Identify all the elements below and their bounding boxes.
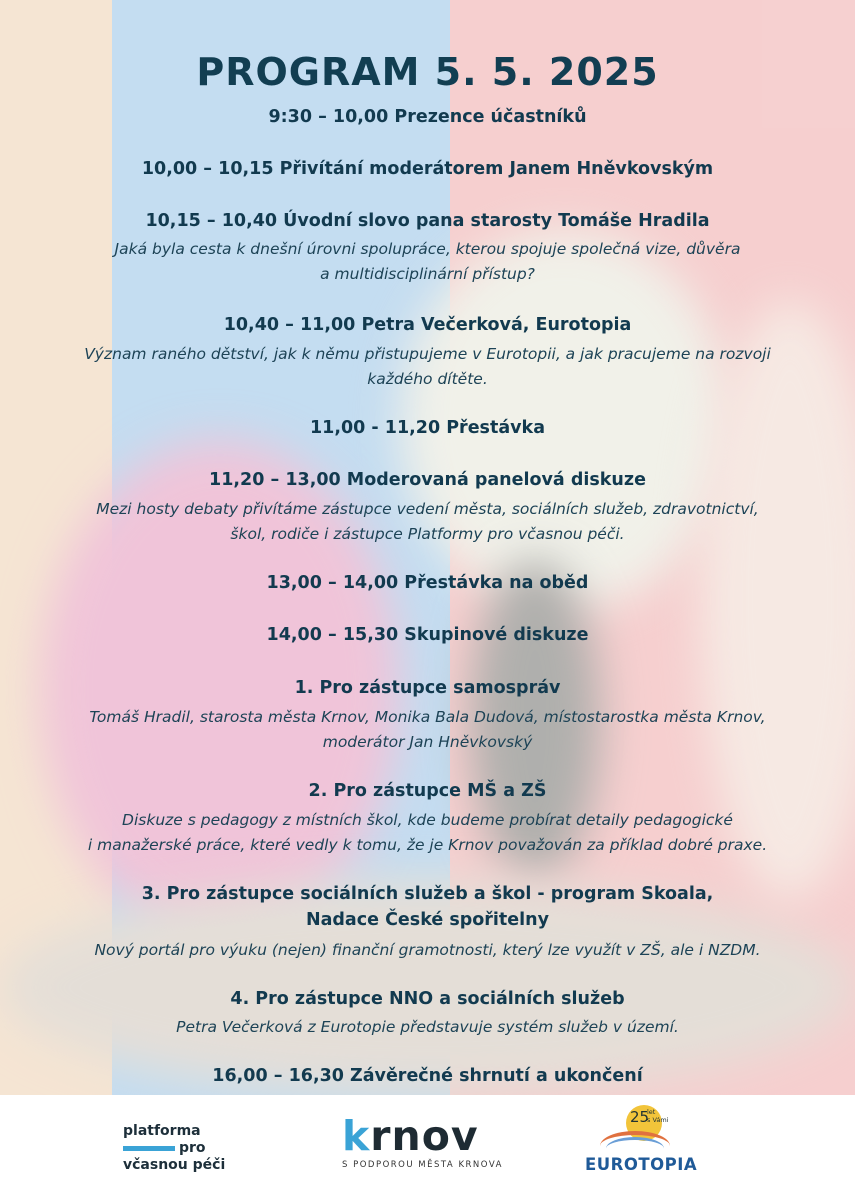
platforma-logo-line: platforma — [123, 1123, 201, 1139]
platforma-bar-icon — [123, 1146, 175, 1151]
krnov-logo-subtitle: S PODPOROU MĚSTA KRNOVA — [342, 1160, 503, 1170]
item-heading: 11,00 - 11,20 Přestávka — [309, 418, 546, 438]
platforma-logo-line-2 — [123, 1140, 225, 1157]
platforma-logo-line: pro — [179, 1140, 206, 1156]
krnov-logo-word — [342, 1114, 512, 1158]
item-heading: 16,00 – 16,30 Závěrečné shrnutí a ukončení — [212, 1066, 643, 1086]
item-heading: 9:30 – 10,00 Prezence účastníků — [268, 107, 587, 127]
item-description: Petra Večerková z Eurotopie představuje systém služeb v území. — [176, 1018, 679, 1036]
item-heading: Nadace České spořitelny — [305, 910, 550, 930]
item-description: a multidisciplinární přístup? — [320, 265, 535, 283]
anniversary-let: let — [647, 1108, 656, 1116]
item-description: škol, rodiče i zástupce Platformy pro včasnou péči. — [230, 525, 625, 543]
page-title: PROGRAM 5. 5. 2025 — [196, 50, 659, 94]
item-heading: 11,20 – 13,00 Moderovaná panelová diskuze — [209, 470, 646, 490]
item-heading: 10,40 – 11,00 Petra Večerková, Eurotopia — [223, 315, 632, 335]
item-heading: 2. Pro zástupce MŠ a ZŠ — [308, 781, 547, 801]
item-description: Mezi hosty debaty přivítáme zástupce vedení města, sociálních služeb, zdravotnictví, — [96, 500, 759, 518]
item-heading: 14,00 – 15,30 Skupinové diskuze — [266, 625, 589, 645]
item-description: i manažerské práce, které vedly k tomu, že je Krnov považován za příklad dobré praxe. — [87, 836, 768, 854]
anniversary-years: 25 — [630, 1108, 650, 1126]
item-heading: 1. Pro zástupce samospráv — [294, 678, 561, 698]
item-description: Diskuze s pedagogy z místních škol, kde budeme probírat detaily pedagogické — [122, 811, 733, 829]
eurotopia-logo-word: EUROTOPIA — [585, 1155, 698, 1174]
item-description: moderátor Jan Hněvkovský — [322, 733, 533, 751]
item-description: Tomáš Hradil, starosta města Krnov, Monika Bala Dudová, místostarostka města Krnov, — [89, 708, 766, 726]
krnov-logo — [342, 1114, 512, 1170]
item-description: Význam raného dětství, jak k němu přistupujeme v Eurotopii, a jak pracujeme na rozvoji — [84, 345, 771, 363]
item-description: Nový portál pro výuku (nejen) finanční gramotnosti, který lze využít v ZŠ, ale i NZDM. — [94, 941, 761, 959]
anniversary-svami: s Vámi — [647, 1116, 669, 1124]
anniversary-text — [647, 1108, 669, 1124]
platforma-logo-line: včasnou péči — [123, 1157, 226, 1173]
eurotopia-logo — [585, 1105, 698, 1185]
item-heading: 13,00 – 14,00 Přestávka na oběd — [266, 573, 589, 593]
item-heading: 3. Pro zástupce sociálních služeb a škol - program Skoala, — [141, 884, 714, 904]
item-heading: 10,00 – 10,15 Přivítání moderátorem Janem Hněvkovským — [141, 159, 714, 179]
item-description: Jaká byla cesta k dnešní úrovni spolupráce, kterou spojuje společná vize, důvěra — [114, 240, 741, 258]
item-heading: 10,15 – 10,40 Úvodní slovo pana starosty Tomáše Hradila — [145, 211, 710, 231]
item-heading: 4. Pro zástupce NNO a sociálních služeb — [230, 989, 625, 1009]
item-description: každého dítěte. — [367, 370, 488, 388]
krnov-logo-accent: k — [342, 1112, 371, 1160]
krnov-logo-rest: rnov — [370, 1112, 479, 1160]
platforma-logo — [123, 1123, 225, 1174]
